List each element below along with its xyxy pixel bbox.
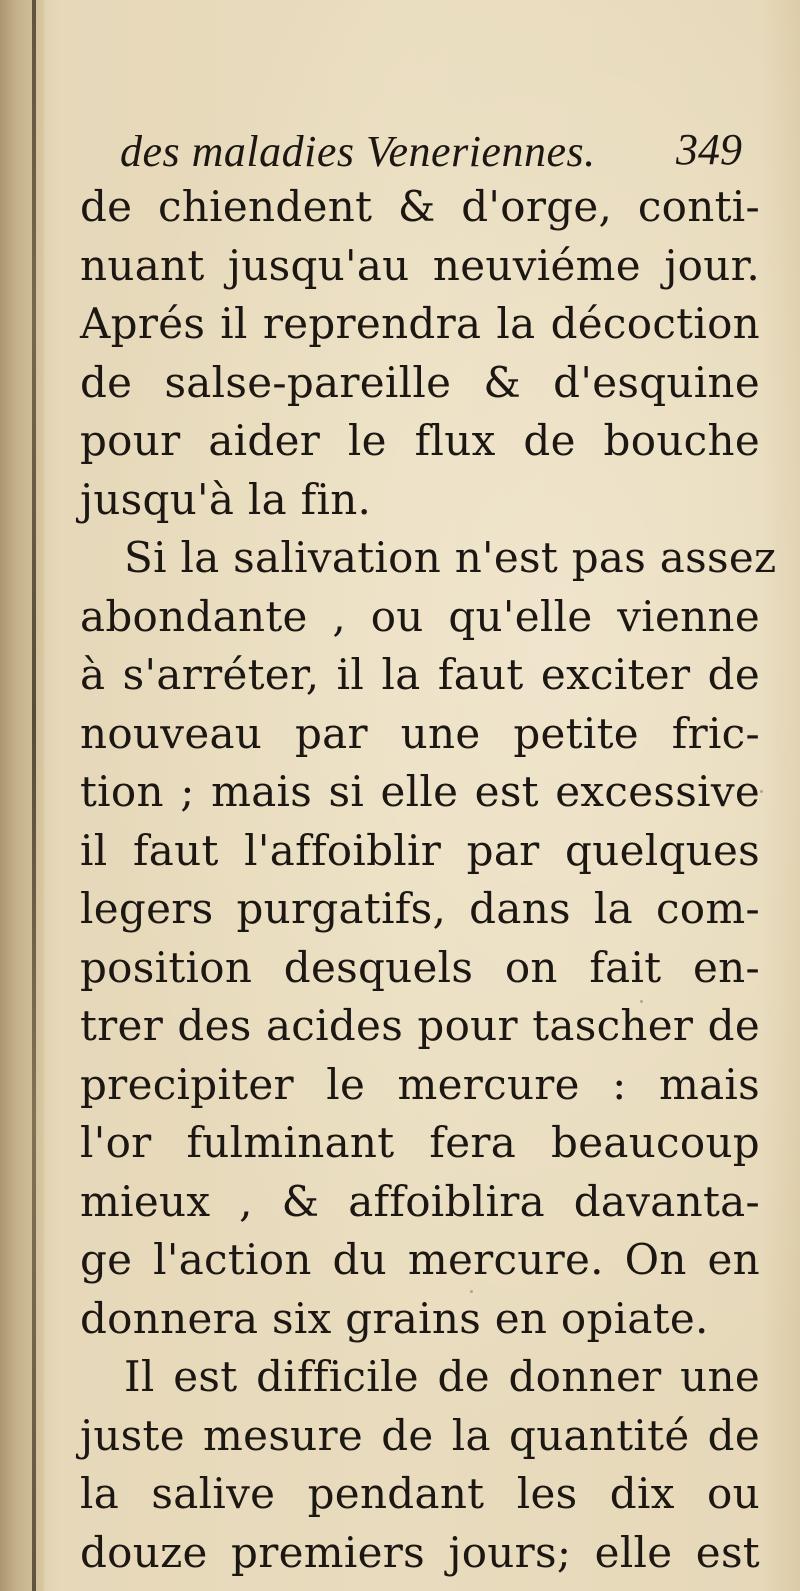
paragraph-2 (80, 529, 777, 1348)
text-line: nouveau par une petite fric- (80, 708, 760, 758)
text-line: precipiter le mercure : mais (80, 1059, 760, 1109)
text-line: l'or fulminant fera beaucoup (80, 1118, 760, 1167)
text-line: de salse-pareille & d'esquine (80, 357, 760, 407)
running-head: des maladies Veneriennes. (120, 127, 596, 176)
text-line: la salive pendant les dix ou (80, 1469, 760, 1518)
page-header (80, 118, 760, 178)
text-line: pour aider le flux de bouche (80, 416, 760, 465)
text-line: position desquels on fait en- (80, 942, 760, 992)
text-line: de chiendent & d'orge, conti- (80, 182, 760, 231)
text-line: Si la salivation n'est pas assez (124, 533, 777, 582)
binding-gutter (0, 0, 44, 1591)
text-line: il faut l'affoiblir par quelques (80, 825, 760, 875)
text-line: mieux , & affoiblira davanta- (80, 1176, 760, 1226)
text-line: ge l'action du mercure. On en (80, 1235, 760, 1284)
page-number: 349 (676, 125, 742, 174)
text-line: à s'arréter, il la faut exciter de (80, 650, 760, 699)
text-line: juste mesure de la quantité de (80, 1410, 760, 1460)
text-line: trer des acides pour tascher de (80, 1001, 760, 1050)
text-block (80, 118, 777, 1582)
text-line: Il est difficile de donner une (124, 1352, 760, 1401)
text-line: donnera six grains en opiate. (80, 1293, 709, 1343)
text-line: jusqu'à la fin. (80, 474, 372, 524)
text-line: douze premiers jours; elle est (80, 1527, 760, 1577)
text-line: tion ; mais si elle est excessive (80, 767, 760, 816)
text-line: nuant jusqu'au neuviéme jour. (80, 240, 760, 290)
binding-edge-shadow (32, 0, 36, 1591)
text-line: legers purgatifs, dans la com- (80, 884, 760, 933)
paper-speck (760, 790, 763, 793)
text-line: Aprés il reprendra la décoction (80, 299, 760, 348)
text-line: abondante , ou qu'elle vienne (80, 591, 760, 641)
paragraph-1 (80, 178, 760, 529)
paragraph-3 (80, 1348, 760, 1582)
